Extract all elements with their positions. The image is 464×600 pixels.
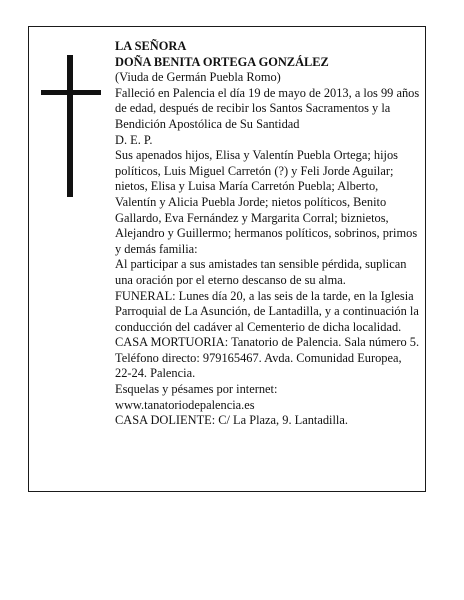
cross-icon	[41, 55, 101, 197]
obituary-text	[115, 39, 421, 429]
obituary-notice	[28, 26, 426, 492]
casa-doliente: CASA DOLIENTE: C/ La Plaza, 9. Lantadilla.	[115, 413, 348, 428]
death-details: Falleció en Palencia el día 19 de mayo de 2013, a los 99 años de edad, después de recibir los Santos Sacramentos y la Bendición Apostólica de Su Santidad	[115, 85, 420, 131]
deceased-name: DOÑA BENITA ORTEGA GONZÁLEZ	[115, 54, 329, 69]
cross-vertical-bar	[67, 55, 73, 197]
esquelas-label: Esquelas y pésames por internet:	[115, 382, 278, 397]
rip-text: D. E. P.	[115, 132, 153, 147]
funeral-details: FUNERAL: Lunes día 20, a las seis de la tarde, en la Iglesia Parroquial de La Asunción, de Lantadilla, y a continuación la conducción del cadáver al Cementerio de dicha localidad.	[115, 288, 419, 334]
family-list: Sus apenados hijos, Elisa y Valentín Puebla Ortega; hijos políticos, Luis Miguel Carretón (?) y Feli Jorde Aguilar; nietos, Elisa y Luisa María Carretón Puebla; Alberto, Valentín y Alicia Puebla Jorde; nietos políticos, Benito Gallardo, Eva Fernández y Margarita Corral; biznietos, Alejandro y Guillermo; hermanos políticos, sobrinos, primos y demás familia:	[115, 148, 418, 256]
casa-mortuoria: CASA MORTUORIA: Tanatorio de Palencia. Sala número 5. Teléfono directo: 979165467. Avda. Comunidad Europea, 22-24. Palencia.	[115, 335, 420, 381]
website-link[interactable]: www.tanatoriodepalencia.es	[115, 397, 255, 412]
cross-horizontal-bar	[41, 90, 101, 95]
widow-of: (Viuda de Germán Puebla Romo)	[115, 70, 281, 85]
title-line: LA SEÑORA	[115, 39, 187, 53]
prayer-request: Al participar a sus amistades tan sensible pérdida, suplican una oración por el eterno descanso de su alma.	[115, 257, 407, 287]
